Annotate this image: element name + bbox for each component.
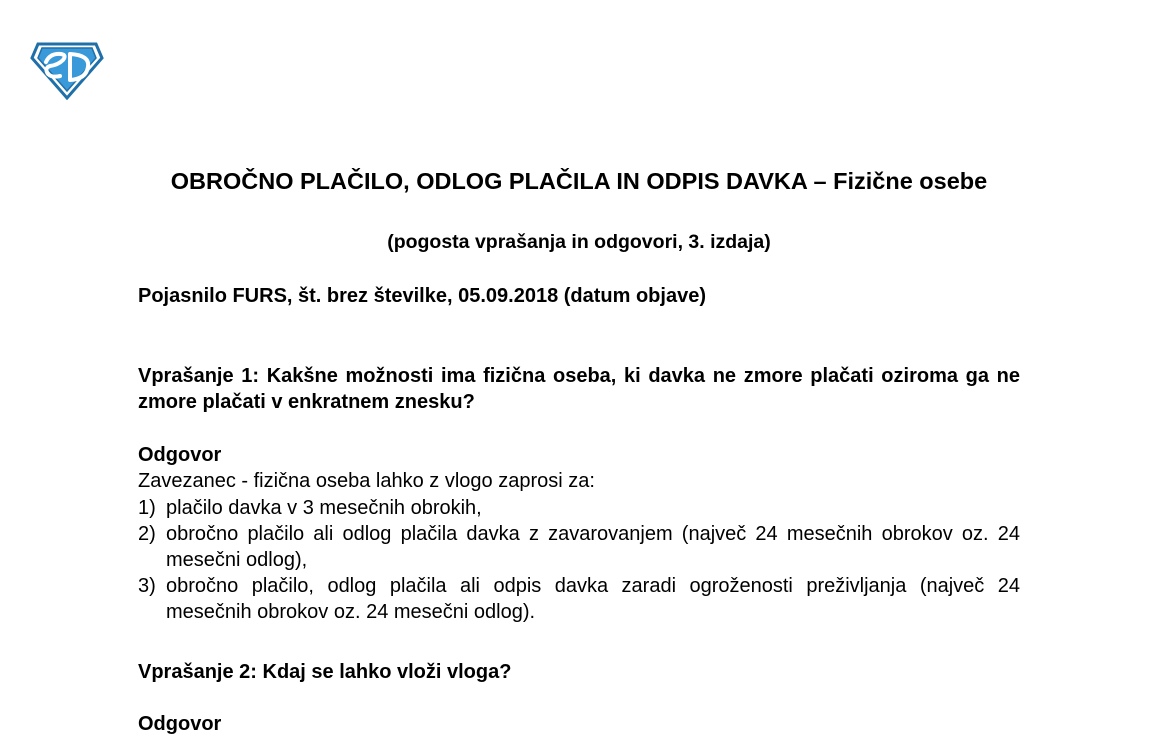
question-1: Vprašanje 1: Kakšne možnosti ima fizična oseba, ki davka ne zmore plačati oziroma ga ne zmore plačati v enkratnem znesku?	[138, 365, 1020, 413]
list-item-number: 1)	[138, 497, 156, 519]
list-item-number: 2)	[138, 523, 156, 545]
list-item	[138, 495, 1020, 521]
answer-2-heading: Odgovor	[138, 713, 222, 735]
list-item-text: obročno plačilo ali odlog plačila davka z zavarovanjem (največ 24 mesečnih obrokov oz. 24 mesečni odlog),	[166, 523, 1020, 571]
answer-1-heading: Odgovor	[138, 444, 222, 466]
source-line: Pojasnilo FURS, št. brez številke, 05.09.2018 (datum objave)	[138, 285, 706, 307]
document-page	[138, 0, 1020, 743]
answer-1-intro: Zavezanec - fizična oseba lahko z vlogo zaprosi za:	[138, 470, 595, 492]
answer-1-list	[138, 495, 1020, 625]
list-item	[138, 521, 1020, 573]
list-item-text: obročno plačilo, odlog plačila ali odpis davka zaradi ogroženosti preživljanja (največ 24 mesečnih obrokov oz. 24 mesečni odlog).	[166, 575, 1020, 623]
list-item-text: plačilo davka v 3 mesečnih obrokih,	[166, 497, 482, 519]
sd-logo	[30, 40, 104, 100]
list-item	[138, 573, 1020, 625]
question-2: Vprašanje 2: Kdaj se lahko vloži vloga?	[138, 661, 512, 683]
sd-diamond-logo-icon	[30, 40, 104, 100]
list-item-number: 3)	[138, 575, 156, 597]
document-subtitle: (pogosta vprašanja in odgovori, 3. izdaja)	[387, 231, 771, 253]
document-title: OBROČNO PLAČILO, ODLOG PLAČILA IN ODPIS DAVKA – Fizične osebe	[170, 168, 988, 194]
